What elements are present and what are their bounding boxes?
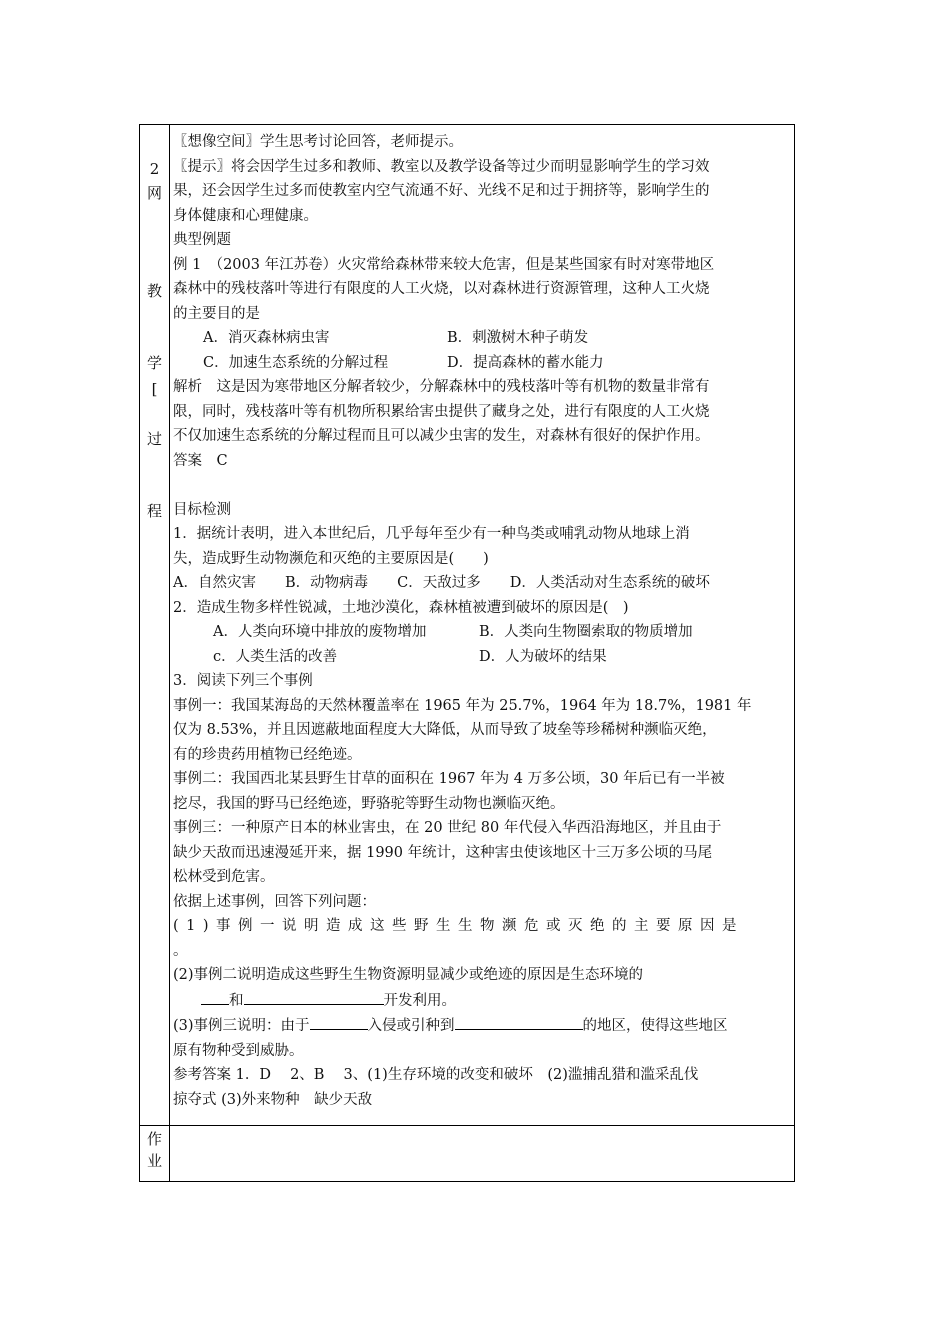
text-line: 解析 这是因为寒带地区分解者较少，分解森林中的残枝落叶等有机物的数量非常有 <box>173 379 710 395</box>
text-line: 挖尽，我国的野马已经绝迹，野骆驼等野生动物也濒临灭绝。 <box>173 795 565 812</box>
text-line: 森林中的残枝落叶等进行有限度的人工火烧，以对森林进行资源管理，这种人工火烧 <box>173 281 710 297</box>
text-line: 事例二：我国西北某县野生甘草的面积在 1967 年为 4 万多公顷，30 年后已有一半被 <box>173 771 725 787</box>
option-row <box>173 326 793 351</box>
text-line: 果，还会因学生过多而使教室内空气流通不好、光线不足和过于拥挤等，影响学生的 <box>173 183 710 199</box>
text-line: 身体健康和心理健康。 <box>173 207 318 224</box>
option-a: A．消灭森林病虫害 <box>203 330 330 346</box>
text-line: 3．阅读下列三个事例 <box>173 673 313 689</box>
homework-label-2: 业 <box>146 1152 162 1170</box>
text-line: 有的珍贵药用植物已经绝迹。 <box>173 746 362 763</box>
fill-blank-line <box>173 1013 793 1039</box>
option-d: D．提高森林的蓄水能力 <box>447 354 604 371</box>
text-line: A．自然灾害 B．动物病毒 C．天敌过多 D．人类活动对生态系统的破坏 <box>173 575 710 591</box>
text-line: 不仅加速生态系统的分解过程而且可以减少虫害的发生，对森林有很好的保护作用。 <box>173 428 710 444</box>
option-row <box>173 645 793 670</box>
side-label-1: 2 <box>149 160 160 178</box>
text-segment: 入侵或引种到 <box>367 1018 455 1034</box>
text-line: 缺少天敌而迅速漫延开来，据 1990 年统计，这种害虫使该地区十三万多公顷的马尾 <box>173 844 713 861</box>
text-line: 限，同时，残枝落叶等有机物所积累给害虫提供了藏身之处，进行有限度的人工火烧 <box>173 403 710 420</box>
option-c: C．加速生态系统的分解过程 <box>203 354 389 371</box>
text-line: 事例三：一种原产日本的林业害虫，在 20 世纪 80 年代侵入华西沿海地区，并且由于 <box>173 820 722 836</box>
text-line: 2．造成生物多样性锐减，土地沙漠化，森林植被遭到破坏的原因是( ) <box>173 599 629 616</box>
text-line: 事例一：我国某海岛的天然林覆盖率在 1965 年为 25.7%，1964 年为 18.7%，1981 年 <box>173 697 752 714</box>
homework-label-1: 作 <box>146 1130 162 1148</box>
side-label-6: 过 <box>146 430 162 448</box>
text-line: 依据上述事例，回答下列问题： <box>173 893 376 910</box>
side-label-7: 程 <box>146 502 162 520</box>
option-row <box>173 351 793 376</box>
fill-blank-line <box>173 988 793 1014</box>
option-d: D．人为破坏的结果 <box>479 648 607 665</box>
text-segment: (3)事例三说明：由于 <box>173 1018 310 1034</box>
option-b: B．人类向生物圈索取的物质增加 <box>479 624 693 640</box>
section-heading: 典型例题 <box>173 232 231 248</box>
answer-line: 掠夺式 (3)外来物种 缺少天敌 <box>173 1091 373 1108</box>
answer-blank[interactable] <box>244 988 384 1005</box>
question-line: (1)事例一说明造成这些野生生物濒危或灭绝的主要原因是 <box>173 918 745 934</box>
side-label-2: 网 <box>146 184 162 202</box>
text-line: 原有物种受到威胁。 <box>173 1042 304 1059</box>
text-line: 〖提示〗将会因学生过多和教师、教室以及教学设备等过少而明显影响学生的学习效 <box>173 158 710 175</box>
answer-blank[interactable] <box>310 1013 368 1030</box>
text-segment: 开发利用。 <box>383 992 456 1009</box>
side-label-4: 学 <box>146 354 162 372</box>
text-segment: 的地区，使得这些地区 <box>582 1018 728 1034</box>
section-heading: 目标检测 <box>173 501 231 518</box>
text-line: 失，造成野生动物濒危和灭绝的主要原因是( ) <box>173 550 489 567</box>
text-line: 。 <box>173 942 188 959</box>
answer-line: 参考答案 1．D 2、B 3、(1)生存环境的改变和破坏 (2)滥捕乱猎和滥采乱伐 <box>173 1067 699 1083</box>
text-segment: 和 <box>229 992 244 1009</box>
text-line: 松林受到危害。 <box>173 869 275 885</box>
question-line: (2)事例二说明造成这些野生生物资源明显减少或绝迹的原因是生态环境的 <box>173 967 644 983</box>
lesson-table <box>139 124 795 1182</box>
option-c: c．人类生活的改善 <box>213 648 338 665</box>
option-a: A．人类向环境中排放的废物增加 <box>213 624 427 640</box>
text-line: 例 1 （2003 年江苏卷）火灾常给森林带来较大危害，但是某些国家有时对寒带地区 <box>173 256 715 273</box>
text-line: 仅为 8.53%，并且因遮蔽地面程度大大降低，从而导致了坡垒等珍稀树种濒临灭绝， <box>173 722 717 738</box>
answer-blank[interactable] <box>201 988 229 1005</box>
side-label-5: [ <box>151 380 158 398</box>
lesson-content <box>173 130 793 1112</box>
answer-blank[interactable] <box>455 1013 583 1030</box>
text-line: 〖想像空间〗学生思考讨论回答，老师提示。 <box>173 134 463 150</box>
column-divider <box>169 125 170 1181</box>
option-row <box>173 620 793 645</box>
text-line: 1．据统计表明，进入本世纪后，几乎每年至少有一种鸟类或哺乳动物从地球上消 <box>173 526 690 542</box>
row-divider <box>140 1125 794 1126</box>
side-label-3: 教 <box>146 282 162 300</box>
text-line: 的主要目的是 <box>173 305 260 322</box>
text-line: 答案 C <box>173 452 228 469</box>
option-b: B．刺激树木种子萌发 <box>447 330 589 346</box>
